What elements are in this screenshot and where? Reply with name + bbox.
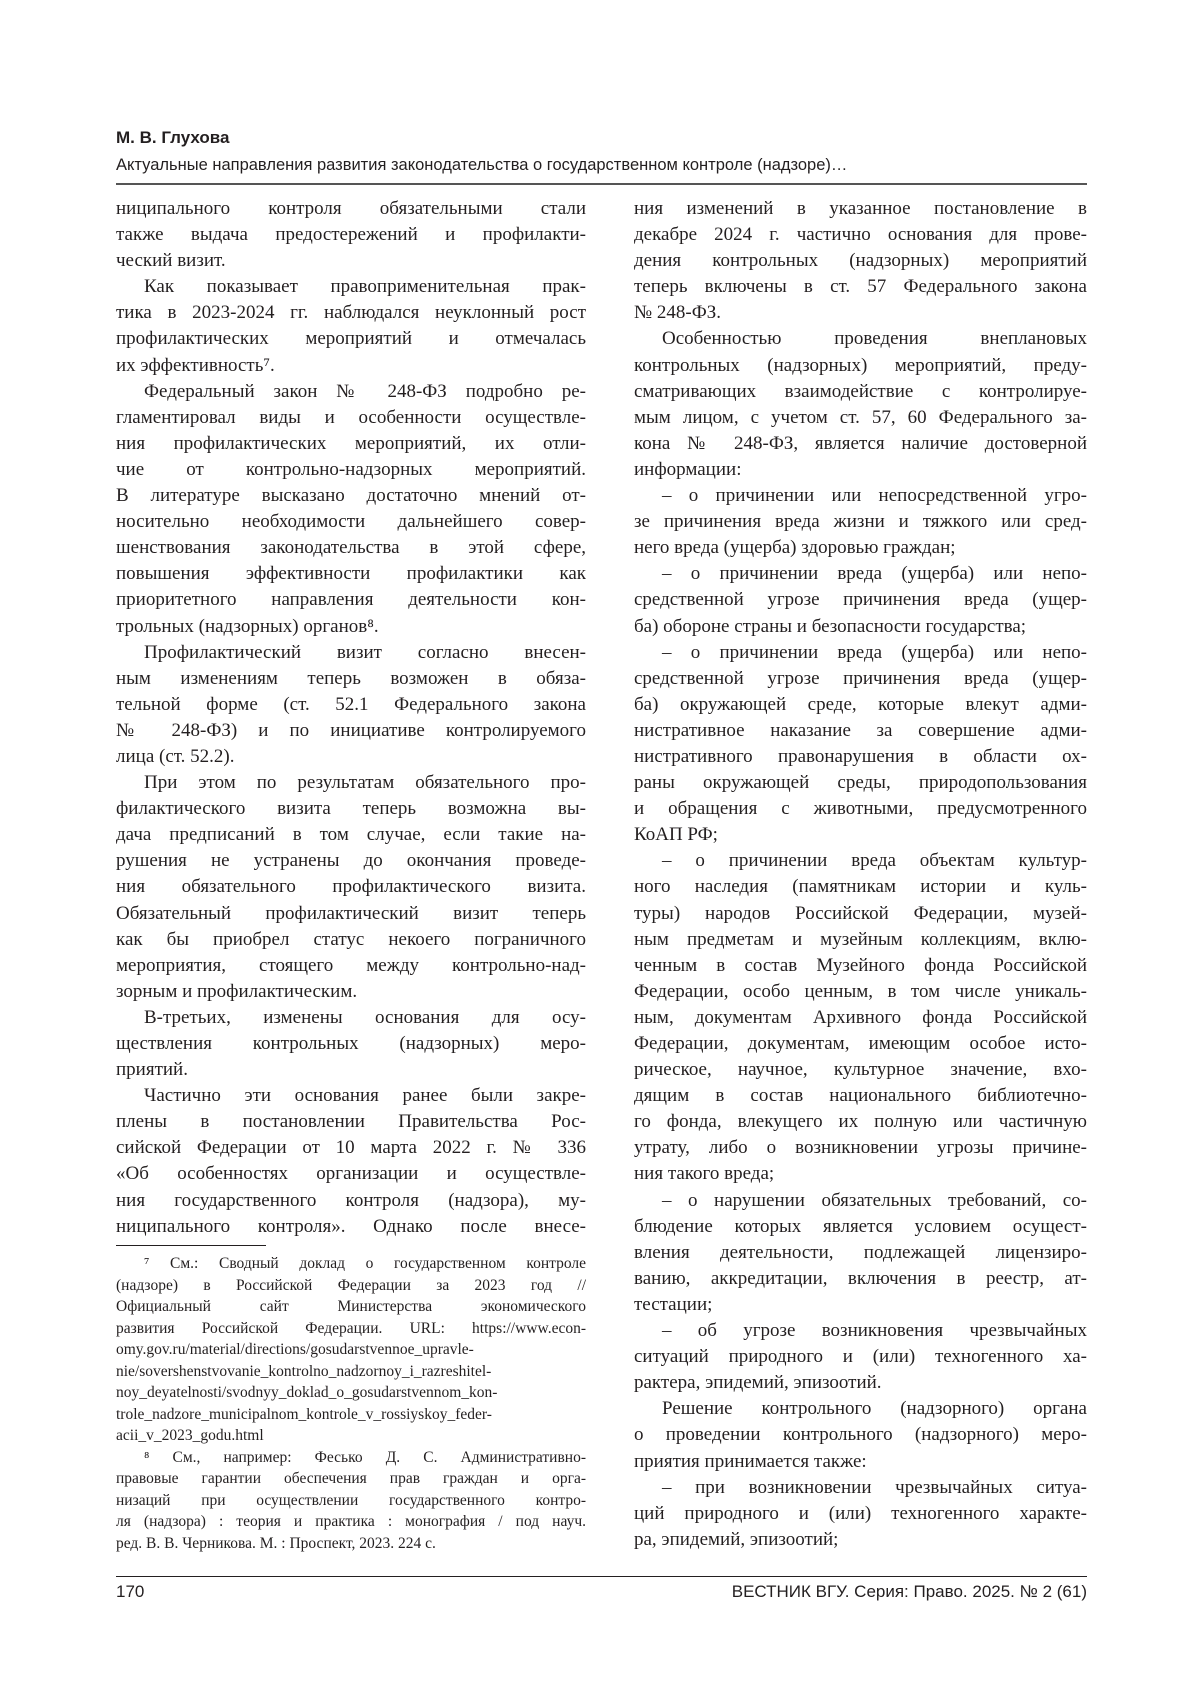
page-number: 170	[116, 1582, 144, 1602]
body-text-line: ра, эпидемий, эпизоотий;	[634, 1527, 1087, 1553]
body-text-line: него вреда (ущерба) здоровью граждан;	[634, 535, 1087, 561]
body-text-line: средственной угрозе причинения вреда (ущер-	[634, 587, 1087, 613]
header-rule	[116, 183, 1087, 185]
journal-name: ВЕСТНИК ВГУ. Серия: Право. 2025. № 2 (61)	[732, 1582, 1087, 1602]
body-text-line: чие от контрольно-надзорных мероприятий.	[116, 457, 586, 483]
footnotes	[116, 1253, 586, 1554]
body-text-line: также выдача предостережений и профилакти-	[116, 222, 586, 248]
body-text-line: – об угрозе возникновения чрезвычайных	[634, 1318, 1087, 1344]
footnote-line: низаций при осуществлении государственного контро-	[116, 1490, 586, 1512]
right-column	[634, 196, 1087, 1553]
footnote-line: acii_v_2023_godu.html	[116, 1425, 586, 1447]
body-text-line: – о нарушении обязательных требований, со-	[634, 1188, 1087, 1214]
body-text-line: зорным и профилактическим.	[116, 979, 586, 1005]
body-text-line: носительно необходимости дальнейшего совер-	[116, 509, 586, 535]
left-column	[116, 196, 586, 1240]
body-text-line: рактера, эпидемий, эпизоотий.	[634, 1370, 1087, 1396]
footnote-line: nie/sovershenstvovanie_kontrolno_nadzornoy_i_razreshitel-	[116, 1361, 586, 1383]
footnote-line: omy.gov.ru/material/directions/gosudarstvennoe_upravle-	[116, 1339, 586, 1361]
body-text-line: тельной форме (ст. 52.1 Федерального закона	[116, 692, 586, 718]
body-text-line: блюдение которых является условием осущест-	[634, 1214, 1087, 1240]
body-text-line: ния профилактических мероприятий, их отли-	[116, 431, 586, 457]
body-text-line: мероприятия, стоящего между контрольно-над-	[116, 953, 586, 979]
body-text-line: раны окружающей среды, природопользования	[634, 770, 1087, 796]
body-text-line: Как показывает правоприменительная прак-	[116, 274, 586, 300]
body-text-line: дения контрольных (надзорных) мероприятий	[634, 248, 1087, 274]
body-text-line: утрату, либо о возникновении угрозы причине-	[634, 1135, 1087, 1161]
body-text-line: ниципального контроля». Однако после внесе-	[116, 1214, 586, 1240]
body-text-line: нистративного правонарушения в области ох-	[634, 744, 1087, 770]
body-text-line: рушения не устранены до окончания проведе-	[116, 848, 586, 874]
body-text-line: дящим в состав национального библиотечно-	[634, 1083, 1087, 1109]
body-text-line: № 248-ФЗ) и по инициативе контролируемого	[116, 718, 586, 744]
body-text-line: ниципального контроля обязательными стали	[116, 196, 586, 222]
body-text-line: го фонда, влекущего их полную или частичную	[634, 1109, 1087, 1135]
body-text-line: Частично эти основания ранее были закре-	[116, 1083, 586, 1109]
body-text-line: ситуаций природного и (или) техногенного ха-	[634, 1344, 1087, 1370]
body-text-line: гламентировал виды и особенности осуществле-	[116, 405, 586, 431]
body-text-line: ческий визит.	[116, 248, 586, 274]
body-text-line: как бы приобрел статус некоего пограничного	[116, 927, 586, 953]
body-text-line: сийской Федерации от 10 марта 2022 г. № 336	[116, 1135, 586, 1161]
footnote-separator	[116, 1245, 266, 1246]
body-text-line: рическое, научное, культурное значение, вхо-	[634, 1057, 1087, 1083]
footnote-line: ля (надзора) : теория и практика : монография / под науч.	[116, 1511, 586, 1533]
footnote-line: правовые гарантии обеспечения прав граждан и орга-	[116, 1468, 586, 1490]
body-text-line: В-третьих, изменены основания для осу-	[116, 1005, 586, 1031]
body-text-line: Профилактический визит согласно внесен-	[116, 640, 586, 666]
body-text-line: ния обязательного профилактического визита.	[116, 874, 586, 900]
body-text-line: средственной угрозе причинения вреда (ущер-	[634, 666, 1087, 692]
body-text-line: приятий.	[116, 1057, 586, 1083]
footnote-line: ⁸ См., например: Фесько Д. С. Административно-	[116, 1447, 586, 1469]
body-text-line: тестации;	[634, 1292, 1087, 1318]
body-text-line: ния государственного контроля (надзора), му-	[116, 1188, 586, 1214]
body-text-line: Обязательный профилактический визит теперь	[116, 901, 586, 927]
body-text-line: о проведении контрольного (надзорного) меро-	[634, 1422, 1087, 1448]
body-text-line: ния изменений в указанное постановление в	[634, 196, 1087, 222]
body-text-line: мым лицом, с учетом ст. 57, 60 Федерального за-	[634, 405, 1087, 431]
body-text-line: Федерации, документам, имеющим особое исто-	[634, 1031, 1087, 1057]
body-text-line: теперь включены в ст. 57 Федерального закона	[634, 274, 1087, 300]
body-text-line: повышения эффективности профилактики как	[116, 561, 586, 587]
body-text-line: – при возникновении чрезвычайных ситуа-	[634, 1475, 1087, 1501]
body-text-line: ным предметам и музейным коллекциям, вклю-	[634, 927, 1087, 953]
body-text-line: приоритетного направления деятельности кон-	[116, 587, 586, 613]
body-text-line: – о причинении вреда (ущерба) или непо-	[634, 640, 1087, 666]
body-text-line: – о причинении или непосредственной угро-	[634, 483, 1087, 509]
body-text-line: ванию, аккредитации, включения в реестр, ат-	[634, 1266, 1087, 1292]
body-text-line: нистративное наказание за совершение адми-	[634, 718, 1087, 744]
body-text-line: контрольных (надзорных) мероприятий, преду-	[634, 353, 1087, 379]
footer-rule	[116, 1576, 1087, 1577]
body-text-line: и обращения с животными, предусмотренного	[634, 796, 1087, 822]
body-text-line: лица (ст. 52.2).	[116, 744, 586, 770]
body-text-line: Федеральный закон № 248-ФЗ подробно ре-	[116, 379, 586, 405]
footnote-line: ред. В. В. Черникова. М. : Проспект, 2023. 224 с.	[116, 1533, 586, 1555]
body-text-line: приятия принимается также:	[634, 1449, 1087, 1475]
body-text-line: трольных (надзорных) органов⁸.	[116, 614, 586, 640]
body-text-line: их эффективность⁷.	[116, 353, 586, 379]
body-text-line: шенствования законодательства в этой сфере,	[116, 535, 586, 561]
body-text-line: филактического визита теперь возможна вы-	[116, 796, 586, 822]
body-text-line: КоАП РФ;	[634, 822, 1087, 848]
body-text-line: Федерации, особо ценным, в том числе уникаль-	[634, 979, 1087, 1005]
footnote-line: ⁷ См.: Сводный доклад о государственном контроле	[116, 1253, 586, 1275]
body-text-line: Решение контрольного (надзорного) органа	[634, 1396, 1087, 1422]
body-text-line: – о причинении вреда (ущерба) или непо-	[634, 561, 1087, 587]
body-text-line: информации:	[634, 457, 1087, 483]
body-text-line: дача предписаний в том случае, если такие на-	[116, 822, 586, 848]
footnote-line: (надзоре) в Российской Федерации за 2023 год //	[116, 1275, 586, 1297]
body-text-line: вления деятельности, подлежащей лицензиро-	[634, 1240, 1087, 1266]
body-text-line: туры) народов Российской Федерации, музей-	[634, 901, 1087, 927]
body-text-line: ным, документам Архивного фонда Российской	[634, 1005, 1087, 1031]
body-text-line: В литературе высказано достаточно мнений от-	[116, 483, 586, 509]
body-text-line: ния такого вреда;	[634, 1161, 1087, 1187]
footnote-line: развития Российской Федерации. URL: https://www.econ-	[116, 1318, 586, 1340]
running-head-author: М. В. Глухова	[116, 128, 229, 148]
footnote-line: trole_nadzore_municipalnom_kontrole_v_rossiyskoy_feder-	[116, 1404, 586, 1426]
footnote-line: noy_deyatelnosti/svodnyy_doklad_o_gosudarstvennom_kon-	[116, 1382, 586, 1404]
body-text-line: сматривающих взаимодействие с контролируе-	[634, 379, 1087, 405]
body-text-line: ществления контрольных (надзорных) меро-	[116, 1031, 586, 1057]
body-text-line: плены в постановлении Правительства Рос-	[116, 1109, 586, 1135]
body-text-line: ба) окружающей среде, которые влекут адми-	[634, 692, 1087, 718]
body-text-line: № 248-ФЗ.	[634, 300, 1087, 326]
body-text-line: ба) обороне страны и безопасности государства;	[634, 614, 1087, 640]
body-text-line: тика в 2023-2024 гг. наблюдался неуклонный рост	[116, 300, 586, 326]
body-text-line: профилактических мероприятий и отмечалась	[116, 326, 586, 352]
running-head-title: Актуальные направления развития законодательства о государственном контроле (надзоре)…	[116, 156, 847, 175]
body-text-line: ченным в состав Музейного фонда Российской	[634, 953, 1087, 979]
body-text-line: ций природного и (или) техногенного характе-	[634, 1501, 1087, 1527]
body-text-line: ным изменениям теперь возможен в обяза-	[116, 666, 586, 692]
body-text-line: зе причинения вреда жизни и тяжкого или сред-	[634, 509, 1087, 535]
body-text-line: кона № 248-ФЗ, является наличие достоверной	[634, 431, 1087, 457]
body-text-line: – о причинении вреда объектам культур-	[634, 848, 1087, 874]
footnote-line: Официальный сайт Министерства экономического	[116, 1296, 586, 1318]
body-text-line: При этом по результатам обязательного про-	[116, 770, 586, 796]
body-text-line: декабре 2024 г. частично основания для прове-	[634, 222, 1087, 248]
body-text-line: Особенностью проведения внеплановых	[634, 326, 1087, 352]
body-text-line: ного наследия (памятникам истории и куль-	[634, 874, 1087, 900]
body-text-line: «Об особенностях организации и осуществле-	[116, 1161, 586, 1187]
